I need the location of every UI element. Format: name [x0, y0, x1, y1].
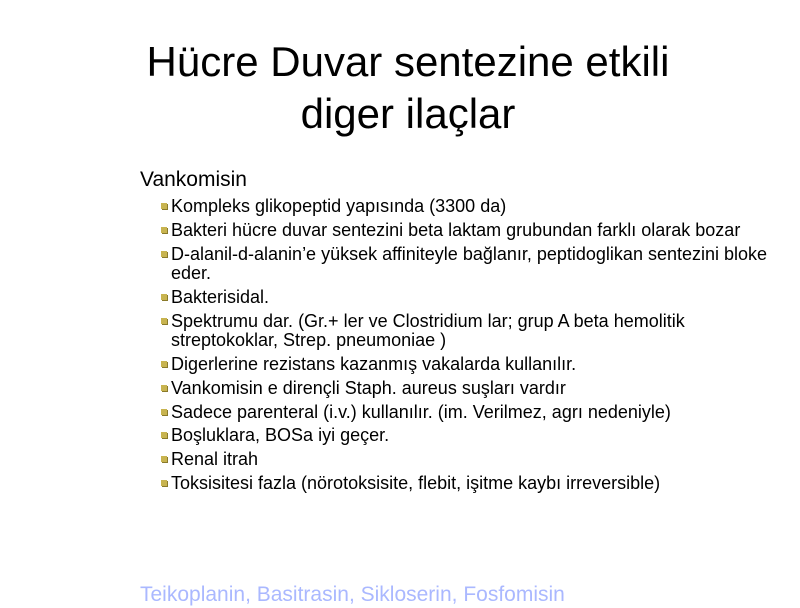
list-item-text: Bakterisidal.: [171, 286, 270, 307]
list-item: [160, 288, 770, 308]
list-item: [160, 450, 770, 470]
square-bullet-icon: [161, 227, 167, 233]
list-item-text: Kompleks glikopeptid yapısında (3300 da): [171, 196, 507, 216]
list-item: [160, 312, 770, 351]
list-item-text: D-alanil-d-alanin’e yüksek affiniteyle bağlanır, peptidoglikan sentezini bloke eder.: [171, 243, 768, 284]
next-section-text: Teikoplanin, Basitrasin, Sikloserin, Fosfomisin: [140, 583, 565, 606]
square-bullet-icon: [161, 361, 167, 367]
square-bullet-icon: [161, 294, 167, 300]
list-item: [160, 221, 770, 241]
square-bullet-icon: [161, 318, 167, 324]
square-bullet-icon: [161, 409, 167, 415]
square-bullet-icon: [161, 251, 167, 257]
list-item-text: Bakteri hücre duvar sentezini beta laktam grubundan farklı olarak bozar: [171, 219, 741, 240]
square-bullet-icon: [161, 432, 167, 438]
list-item-text: Vankomisin e dirençli Staph. aureus suşları vardır: [171, 377, 566, 398]
list-item: [160, 403, 770, 423]
list-item: [160, 379, 770, 399]
square-bullet-icon: [161, 203, 167, 209]
slide-title-line-1: Hücre Duvar sentezine etkili: [146, 38, 670, 85]
square-bullet-icon: [161, 385, 167, 391]
list-item: [160, 426, 770, 446]
list-item: [160, 474, 770, 494]
list-item-text: Boşluklara, BOSa iyi geçer.: [171, 425, 390, 446]
slide-title: [0, 36, 800, 140]
list-item-text: Digerlerine rezistans kazanmış vakalarda kullanılır.: [171, 353, 577, 374]
list-item-text: Toksisitesi fazla (nörotoksisite, flebit, işitme kaybı irreversible): [171, 472, 661, 493]
bullet-list: [160, 197, 770, 498]
list-item-text: Renal itrah: [171, 449, 259, 470]
square-bullet-icon: [161, 456, 167, 462]
list-item-text: Sadece parenteral (i.v.) kullanılır. (im. Verilmez, agrı nedeniyle): [171, 401, 671, 422]
list-item: [160, 197, 770, 217]
section-heading: Vankomisin: [140, 168, 247, 191]
list-item: [160, 245, 770, 284]
square-bullet-icon: [161, 480, 167, 486]
slide-title-line-2: diger ilaçlar: [300, 90, 516, 137]
list-item: [160, 355, 770, 375]
list-item-text: Spektrumu dar. (Gr.+ ler ve Clostridium lar; grup A beta hemolitik streptokoklar, Strep. pneumoniae ): [171, 310, 685, 351]
